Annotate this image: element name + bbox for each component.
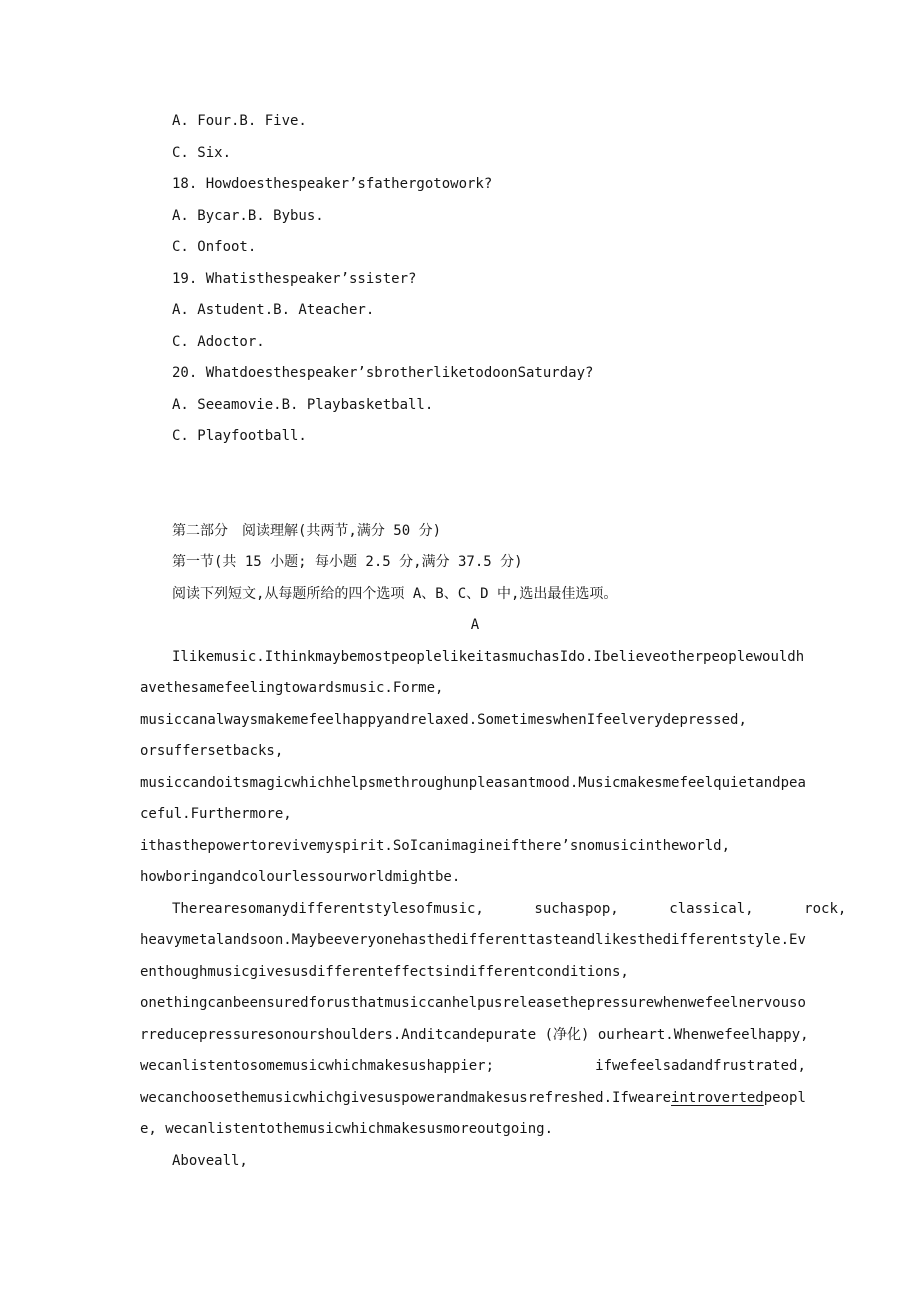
passage-line: rreducepressuresonourshoulders.Anditcandepurate (净化) ourheart.Whenwefeelhappy,	[140, 1026, 809, 1043]
passage-line: avethesamefeelingtowardsmusic.Forme,	[140, 680, 444, 696]
question-line: 19. Whatisthespeaker’ssister?	[172, 270, 417, 287]
answer-options-line: C. Playfootball.	[172, 428, 307, 444]
passage-line: onethingcanbeensuredforusthatmusiccanhelpusreleasethepressurewhenwefeelnervouso	[140, 995, 806, 1011]
reading-instructions: 阅读下列短文,从每题所给的四个选项 A、B、C、D 中,选出最佳选项。	[172, 585, 618, 602]
passage-line: heavymetalandsoon.Maybeeveryonehasthedifferenttasteandlikesthedifferentstyle.Ev	[140, 932, 806, 948]
answer-options-line: C. Six.	[172, 144, 232, 161]
passage-line: ithasthepowertorevivemyspirit.SoIcanimagineifthere’snomusicintheworld,	[140, 837, 731, 854]
answer-options-line: A. Four.B. Five.	[172, 113, 307, 129]
answer-options-line: A. Astudent.B. Ateacher.	[172, 302, 375, 318]
passage-line: Aboveall,	[172, 1152, 248, 1169]
part2-header: 第二部分 阅读理解(共两节,满分 50 分)	[172, 522, 442, 539]
question-line: 20. Whatdoesthespeaker’sbrotherliketodoonSaturday?	[172, 365, 594, 381]
passage-text: wecanchoosethemusicwhichgivesuspowerandmakesusrefreshed.Ifweare	[140, 1089, 672, 1106]
answer-options-line: A. Seeamovie.B. Playbasketball.	[172, 396, 434, 413]
passage-line: e, wecanlistentothemusicwhichmakesusmoreoutgoing.	[140, 1121, 554, 1137]
passage-line: howboringandcolourlessourworldmightbe.	[140, 869, 461, 885]
section1-header: 第一节(共 15 小题; 每小题 2.5 分,满分 37.5 分)	[172, 554, 523, 570]
answer-options-line: C. Adoctor.	[172, 333, 265, 350]
passage-line	[140, 1083, 810, 1115]
passage-line: Therearesomanydifferentstylesofmusic, suchaspop, classical, rock,	[172, 900, 847, 917]
passage-text: peopl	[763, 1089, 806, 1106]
section-gap	[140, 453, 810, 516]
passage-line: musiccandoitsmagicwhichhelpsmethroughunpleasantmood.Musicmakesmefeelquietandpea	[140, 774, 806, 791]
passage-line: Ilikemusic.IthinkmaybemostpeoplelikeitasmuchasIdo.Ibelieveotherpeoplewouldh	[172, 648, 805, 665]
passage-line: musiccanalwaysmakemefeelhappyandrelaxed.SometimeswhenIfeelverydepressed,	[140, 711, 747, 728]
question-line: 18. Howdoesthespeaker’sfathergotowork?	[172, 176, 493, 192]
underlined-word: introverted	[671, 1089, 764, 1106]
passage-line: ceful.Furthermore,	[140, 806, 292, 822]
answer-options-line: A. Bycar.B. Bybus.	[172, 207, 324, 224]
passage-label: A	[470, 617, 480, 633]
passage-line: orsuffersetbacks,	[140, 743, 284, 759]
answer-options-line: C. Onfoot.	[172, 239, 257, 255]
passage-line: wecanlistentosomemusicwhichmakesushappier; ifwefeelsadandfrustrated,	[140, 1058, 806, 1074]
passage-line: enthoughmusicgivesusdifferenteffectsindifferentconditions,	[140, 963, 629, 980]
